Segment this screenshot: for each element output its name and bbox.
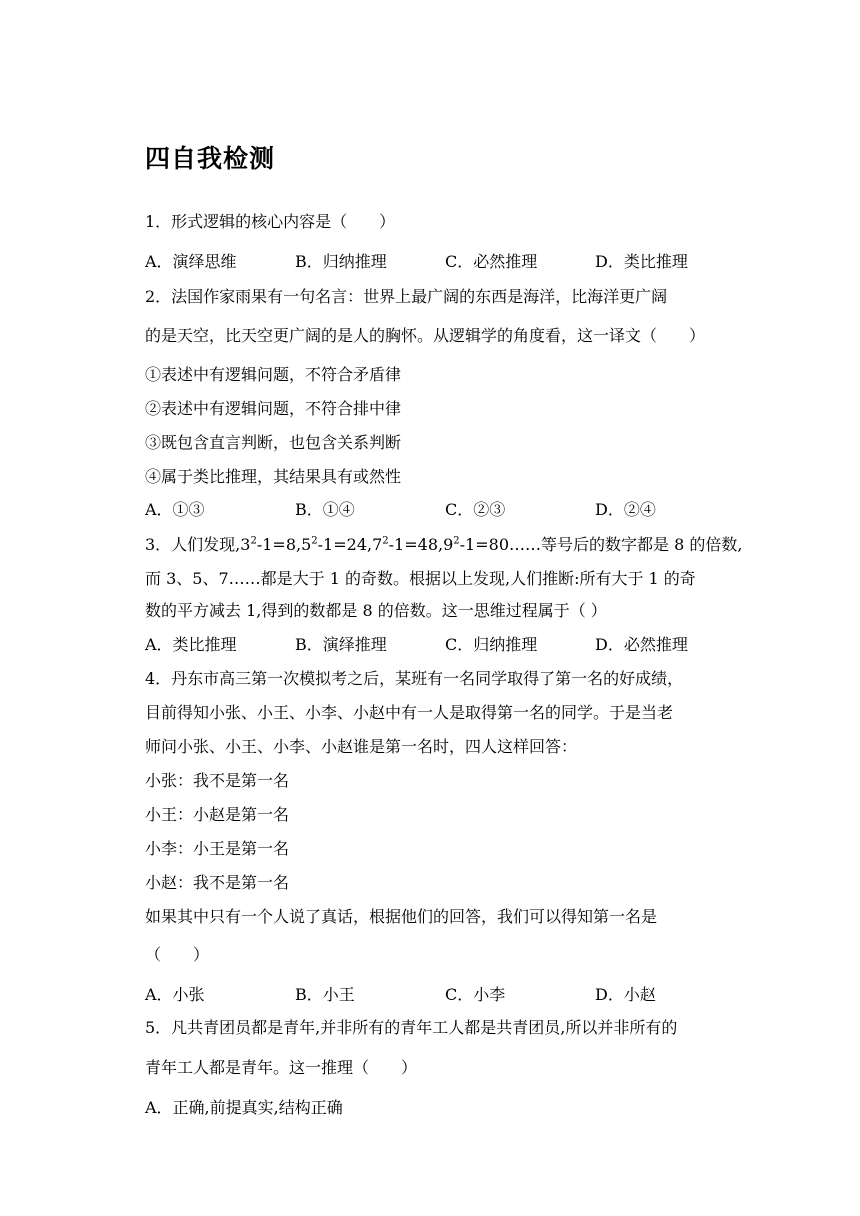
question-3-option-d: D．必然推理	[595, 635, 688, 654]
question-2-item-3: ③既包含直言判断，也包含关系判断	[145, 433, 402, 452]
question-2-option-d: D．②④	[595, 500, 656, 519]
question-2-item-4: ④属于类比推理，其结果具有或然性	[145, 467, 402, 486]
question-1-options	[145, 252, 745, 272]
question-2-option-b: B．①④	[295, 500, 355, 519]
question-4-answer-2: 小王：小赵是第一名	[145, 805, 290, 824]
question-4-answer-3: 小李：小王是第一名	[145, 839, 290, 858]
question-1-option-d: D．类比推理	[595, 252, 688, 271]
question-2-stem-line-1: 2．法国作家雨果有一句名言：世界上最广阔的东西是海洋，比海洋更广阔	[145, 287, 668, 306]
question-2-item-2: ②表述中有逻辑问题，不符合排中律	[145, 399, 402, 418]
question-1-option-b: B．归纳推理	[295, 252, 387, 271]
question-4-options	[145, 985, 745, 1005]
question-3-stem-line-1: 3．人们发现$,3^2-1=8,5^2-1=24,7^2-1=48,9^2-1=80\dots\dots$等号后的数字都是 8 的倍数,	[145, 535, 743, 554]
question-4-option-d: D．小赵	[595, 985, 656, 1004]
question-1-option-a: A．演绎思维	[145, 252, 237, 271]
question-4-stem-line-3: 师问小张、小王、小李、小赵谁是第一名时，四人这样回答：	[145, 737, 578, 756]
page-title: 四自我检测	[145, 144, 276, 173]
question-1-option-c: C．必然推理	[445, 252, 538, 271]
question-1-stem: 1．形式逻辑的核心内容是（ ）	[145, 212, 396, 231]
question-2-stem-line-2: 的是天空，比天空更广阔的是人的胸怀。从逻辑学的角度看，这一译文（ ）	[145, 326, 706, 345]
question-4-option-b: B．小王	[295, 985, 355, 1004]
question-5-option-a: A．正确,前提真实,结构正确	[145, 1098, 343, 1117]
question-4-option-c: C．小李	[445, 985, 506, 1004]
question-4-answer-4: 小赵：我不是第一名	[145, 873, 290, 892]
question-4-stem-line-5: （ ）	[145, 945, 210, 964]
question-4-stem-line-2: 目前得知小张、小王、小李、小赵中有一人是取得第一名的同学。于是当老	[145, 703, 674, 722]
question-4-answer-1: 小张：我不是第一名	[145, 771, 290, 790]
question-2-options	[145, 500, 745, 520]
question-3-option-b: B．演绎推理	[295, 635, 387, 654]
question-4-stem-line-1: 4．丹东市高三第一次模拟考之后，某班有一名同学取得了第一名的好成绩，	[145, 669, 684, 688]
question-2-option-c: C．②③	[445, 500, 506, 519]
question-3-option-a: A．类比推理	[145, 635, 237, 654]
question-2-item-1: ①表述中有逻辑问题，不符合矛盾律	[145, 365, 402, 384]
question-5-stem-line-2: 青年工人都是青年。这一推理（ ）	[145, 1058, 418, 1077]
question-3-stem-line-3: 数的平方减去 1,得到的数都是 8 的倍数。这一思维过程属于（ ）	[145, 601, 607, 620]
question-4-option-a: A．小张	[145, 985, 205, 1004]
question-2-option-a: A．①③	[145, 500, 205, 519]
question-4-stem-line-4: 如果其中只有一个人说了真话，根据他们的回答，我们可以得知第一名是	[145, 907, 658, 926]
question-3-options	[145, 635, 745, 655]
question-3-option-c: C．归纳推理	[445, 635, 538, 654]
question-5-stem-line-1: 5．凡共青团员都是青年,并非所有的青年工人都是共青团员,所以并非所有的	[145, 1018, 678, 1037]
question-3-stem-line-2: 而 3、5、7……都是大于 1 的奇数。根据以上发现,人们推断:所有大于 1 的奇	[145, 569, 696, 588]
